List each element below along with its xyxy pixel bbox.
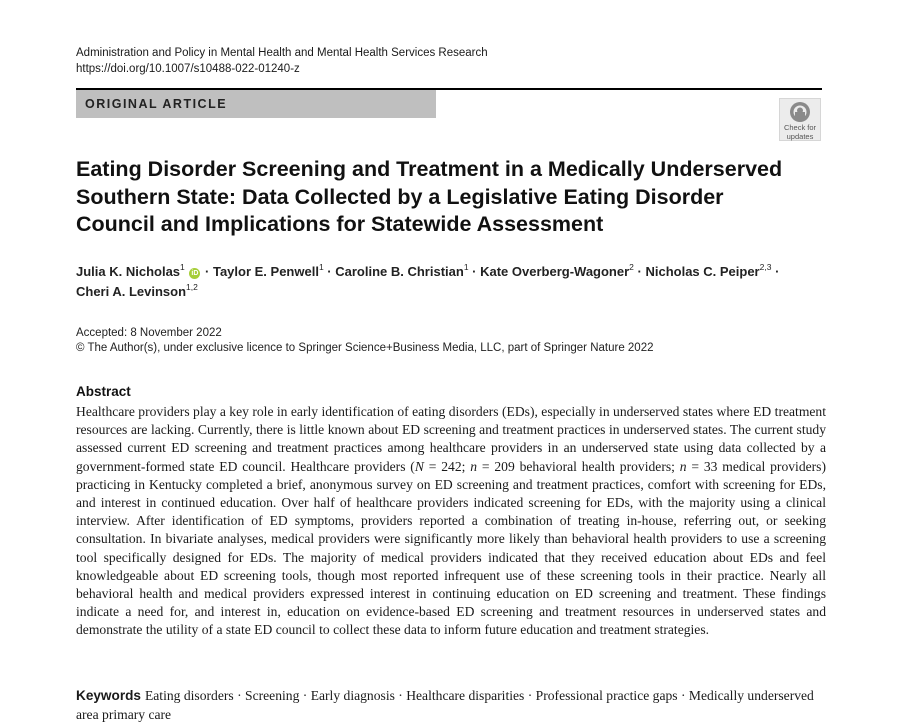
abstract-text-part: = 33 medical providers) practicing in Kentucky completed a brief, anonymous survey on ED screening and treatment practices, comfort with screening for EDs, and interest in continued education. Over half of healthcare providers indicated screening for EDs, with the majority using a clinical interview. After identification of ED symptoms, providers reported a combination of treating in-house, referring out, or seeking consultation. In bivariate analyses, medical providers were significantly more likely than behavioral health providers to use a screening tool specifically designed for EDs. The majority of medical providers indicated that they received education about EDs and feel knowledgeable about ED screening tools, though most reported infrequent use of these screening tools in their practice. Nearly all behavioral health and medical providers expressed interest in continuing education on ED screening and treatment. These findings indicate a need for, and interest in, education on evidence-based ED screening and treatment resources in underserved states and demonstrate the utility of a state ED council to collect these data to inform future education and treatment strategies. (76, 458, 827, 638)
article-title: Eating Disorder Screening and Treatment in a Medically Underserved Southern State: Data Collected by a Legislative Eating Disorder Council and Implications for Statewide Assessment (76, 157, 783, 236)
abstract-stat-symbol: N (414, 458, 424, 474)
author-name[interactable]: Kate Overberg‑Wagoner (480, 264, 630, 279)
copyright-line: © The Author(s), under exclusive licence to Springer Science+Business Media, LLC, part of Springer Nature 2022 (76, 342, 654, 354)
doi-link[interactable]: https://doi.org/10.1007/s10488-022-01240-z (76, 63, 300, 75)
journal-header (76, 45, 488, 77)
abstract-body (76, 403, 826, 640)
author-affiliation: 2,3 (759, 262, 772, 272)
journal-name: Administration and Policy in Mental Health and Mental Health Services Research (76, 47, 488, 59)
author-affiliation: 2 (629, 262, 634, 272)
author-affiliation: 1,2 (186, 282, 198, 292)
author-name[interactable]: Nicholas C. Peiper (645, 264, 760, 279)
keywords-label: Keywords (76, 688, 141, 703)
abstract-stat-symbol: n (679, 458, 687, 474)
abstract-text-part: Healthcare providers play a key role in early identification of eating disorders (EDs), especially in underserved states where ED treatment resources are lacking. Currently, there is little known about ED screening and treatment practices in underserved states. The current study assessed current ED screening and treatment practices among healthcare providers in an underserved state using data collected by a government-formed state ED council. Healthcare providers ( (76, 404, 826, 474)
crossmark-label-line2: updates (786, 132, 814, 141)
author-affiliation: 1 (180, 262, 185, 272)
author-affiliation: 1 (318, 262, 324, 272)
author-name[interactable]: Caroline B. Christian (335, 264, 464, 279)
author-name[interactable]: Taylor E. Penwell (212, 264, 319, 279)
keywords-section (76, 686, 826, 724)
author-name[interactable]: Cheri A. Levinson (76, 284, 187, 299)
publication-info (76, 326, 654, 356)
crossmark-label-line1: Check for (783, 123, 817, 132)
crossmark-icon (789, 101, 811, 123)
abstract-text-part: = 242; (423, 458, 471, 474)
author-affiliation: 1 (463, 262, 469, 272)
author-name[interactable]: Julia K. Nicholas (76, 264, 181, 279)
keywords-list: Eating disorders · Screening · Early diagnosis · Healthcare disparities · Professional practice gaps · Medically underserved area primary care (76, 688, 814, 722)
abstract-stat-symbol: n (470, 458, 478, 474)
accepted-date: Accepted: 8 November 2022 (76, 327, 222, 339)
check-for-updates-badge[interactable] (779, 98, 821, 141)
abstract-heading: Abstract (76, 384, 131, 399)
author-list: Julia K. Nicholas$^1$ iD · Taylor E. Penwell$^1$ · Caroline B. Christian$^1$ · Kate Overberg‑Wagoner$^2$ · Nicholas C. Peiper$^{2,3}$ · Cheri A. Levinson$^{1,2}$ (76, 262, 780, 299)
abstract-text-part: = 209 behavioral health providers; (477, 458, 680, 474)
orcid-icon[interactable]: iD (191, 270, 199, 277)
article-type-banner: ORIGINAL ARTICLE (76, 90, 436, 118)
